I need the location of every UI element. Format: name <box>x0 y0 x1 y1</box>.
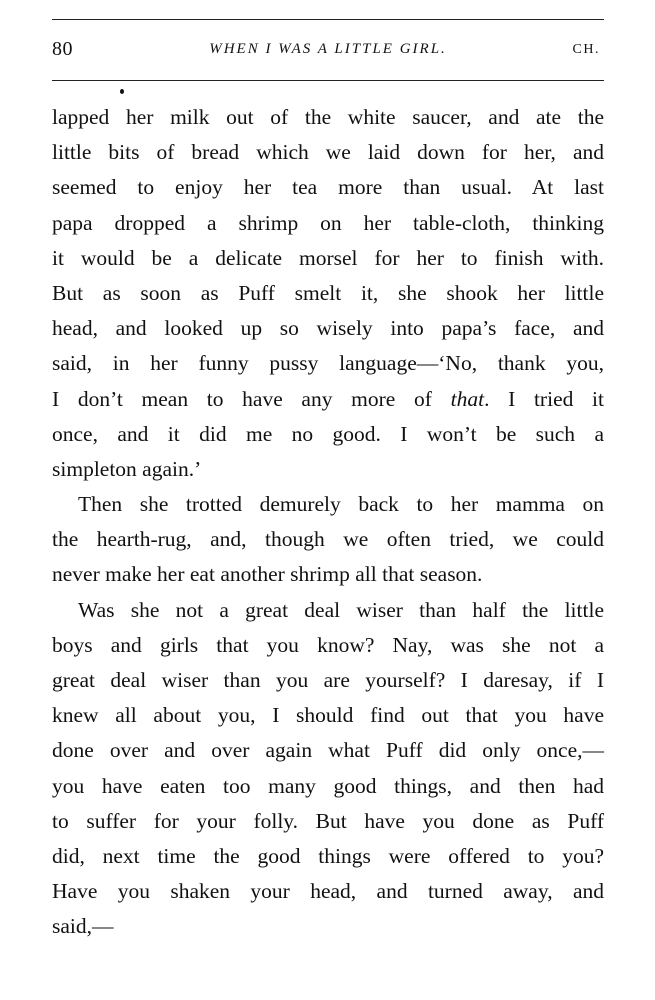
header-bottom-rule <box>52 80 604 81</box>
text-line-segment: . I tried it <box>484 386 604 411</box>
text-line: said, in her funny pussy language—‘No, thank you, <box>52 351 604 376</box>
text-line: once, and it did me no good. I won’t be such a <box>52 421 604 446</box>
ink-speck <box>120 89 124 94</box>
text-line: simpleton again.’ <box>52 456 202 481</box>
text-line: boys and girls that you know? Nay, was she not a <box>52 632 604 657</box>
text-line: said,— <box>52 914 114 939</box>
text-line: done over and over again what Puff did only once,— <box>52 738 604 763</box>
text-line: papa dropped a shrimp on her table-cloth, thinking <box>52 210 604 235</box>
italic-emphasis: that <box>450 386 485 411</box>
text-line: Have you shaken your head, and turned away, and <box>52 879 604 904</box>
page-number: 80 <box>52 38 73 60</box>
running-header <box>52 38 604 68</box>
text-line <box>52 382 604 417</box>
text-line: great deal wiser than you are yourself? I daresay, if I <box>52 668 604 692</box>
text-line: lapped her milk out of the white saucer, and ate the <box>52 105 604 129</box>
text-line: did, next time the good things were offered to you? <box>52 843 604 868</box>
header-top-rule <box>52 19 604 20</box>
text-line: little bits of bread which we laid down for her, and <box>52 140 604 165</box>
text-line: the hearth-rug, and, though we often tried, we could <box>52 527 604 552</box>
text-line: seemed to enjoy her tea more than usual. At last <box>52 175 604 200</box>
body-text <box>52 100 604 945</box>
text-line: head, and looked up so wisely into papa’s face, and <box>52 316 604 341</box>
text-line: But as soon as Puff smelt it, she shook her little <box>52 280 604 305</box>
text-line: Then she trotted demurely back to her mamma on <box>78 492 604 517</box>
chapter-abbreviation: CH. <box>572 42 600 57</box>
text-line: to suffer for your folly. But have you done as Puff <box>52 808 604 833</box>
text-line: Was she not a great deal wiser than half the little <box>78 597 604 622</box>
text-line: never make her eat another shrimp all that season. <box>52 562 483 587</box>
text-line: it would be a delicate morsel for her to finish with. <box>52 245 604 270</box>
running-title: WHEN I WAS A LITTLE GIRL. <box>209 41 447 57</box>
text-line: you have eaten too many good things, and then had <box>52 773 604 798</box>
text-line: knew all about you, I should find out that you have <box>52 703 604 728</box>
text-line-segment: I don’t mean to have any more of <box>52 386 451 411</box>
